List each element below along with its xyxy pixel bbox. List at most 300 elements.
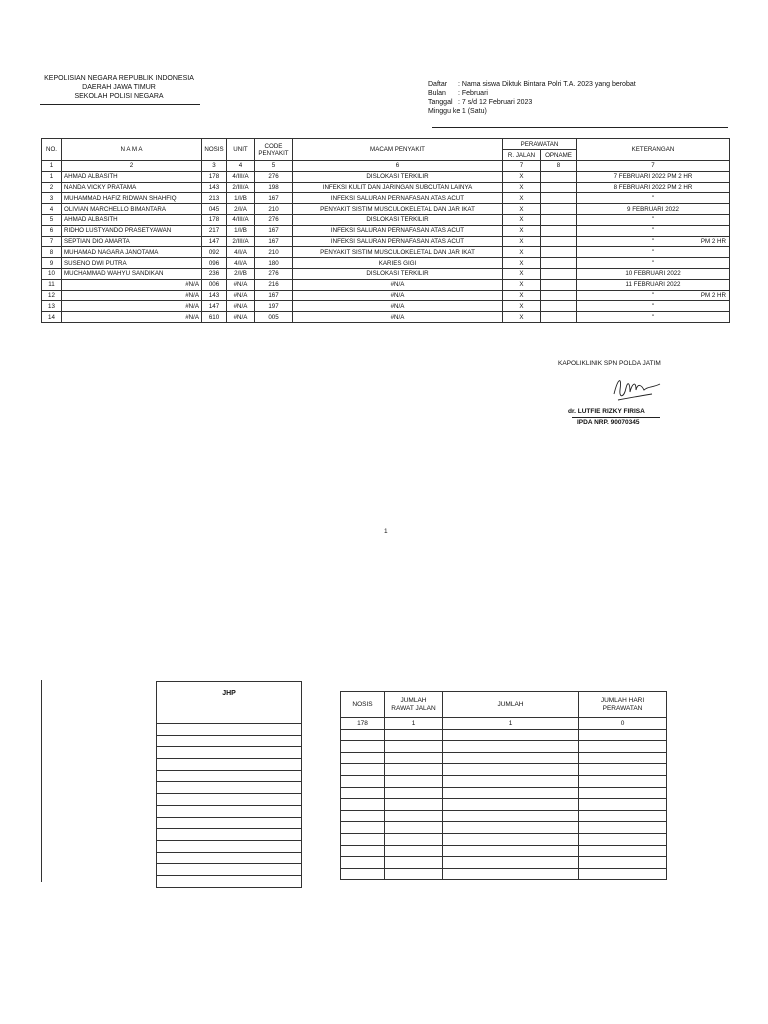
cell-code: 167 bbox=[255, 290, 293, 301]
summary-cell bbox=[385, 764, 443, 776]
summary-cell bbox=[443, 833, 579, 845]
index-cell: 7 bbox=[503, 161, 541, 172]
cell-nama: #N/A bbox=[62, 312, 202, 323]
cell-nama: SUSENO DWI PUTRA bbox=[62, 258, 202, 269]
summary-cell bbox=[579, 799, 667, 811]
summary-cell bbox=[341, 741, 385, 753]
summary-header-cell bbox=[341, 692, 385, 718]
cell-code: 198 bbox=[255, 182, 293, 193]
summary-cell bbox=[443, 845, 579, 857]
summary-cell bbox=[443, 810, 579, 822]
cell-unit: 2/I/A bbox=[227, 204, 255, 215]
summary-cell bbox=[341, 833, 385, 845]
keterangan-text: " bbox=[651, 248, 655, 256]
col-nama: N A M A bbox=[62, 139, 202, 161]
cell-no: 13 bbox=[42, 301, 62, 312]
summary-cell bbox=[385, 775, 443, 787]
keterangan-text: " bbox=[651, 313, 655, 321]
cell-ket bbox=[577, 225, 730, 236]
keterangan-text: 10 FEBRUARI 2022 bbox=[625, 270, 681, 278]
summary-cell bbox=[341, 799, 385, 811]
table-row bbox=[42, 182, 730, 193]
table-row bbox=[42, 193, 730, 204]
cell-nosis: 178 bbox=[202, 171, 227, 182]
cell-macam: #N/A bbox=[293, 312, 503, 323]
margin-line bbox=[41, 680, 42, 882]
summary-cell bbox=[385, 833, 443, 845]
info-underline bbox=[432, 127, 728, 128]
index-cell: 4 bbox=[227, 161, 255, 172]
jhp-row bbox=[157, 770, 302, 782]
cell-op bbox=[541, 279, 577, 290]
cell-code: 167 bbox=[255, 225, 293, 236]
table-row bbox=[42, 290, 730, 301]
jhp-cell bbox=[157, 805, 302, 817]
table-row bbox=[42, 258, 730, 269]
cell-no: 12 bbox=[42, 290, 62, 301]
summary-cell bbox=[385, 868, 443, 880]
summary-row bbox=[341, 718, 667, 730]
jhp-row bbox=[157, 759, 302, 771]
summary-header-line: JUMLAH bbox=[497, 700, 524, 708]
cell-rj: X bbox=[503, 214, 541, 225]
cell-nosis: 092 bbox=[202, 247, 227, 258]
summary-cell bbox=[385, 799, 443, 811]
jhp-row bbox=[157, 852, 302, 864]
summary-row bbox=[341, 857, 667, 869]
jhp-row bbox=[157, 735, 302, 747]
cell-macam: KARIES GIGI bbox=[293, 258, 503, 269]
cell-macam: INFEKSI SALURAN PERNAFASAN ATAS ACUT bbox=[293, 236, 503, 247]
cell-op bbox=[541, 247, 577, 258]
summary-cell bbox=[579, 764, 667, 776]
signer-name: dr. LUTFIE RIZKY FIRISA bbox=[568, 408, 645, 415]
info-value: : Februari bbox=[458, 90, 488, 97]
summary-header-cell bbox=[579, 692, 667, 718]
summary-row bbox=[341, 845, 667, 857]
cell-rj: X bbox=[503, 279, 541, 290]
cell-no: 11 bbox=[42, 279, 62, 290]
cell-ket bbox=[577, 290, 730, 301]
col-perawatan: PERAWATAN bbox=[503, 139, 577, 150]
cell-macam: DISLOKASI TERKILIR bbox=[293, 268, 503, 279]
cell-nosis: 178 bbox=[202, 214, 227, 225]
info-value: : 1 (Satu) bbox=[458, 108, 487, 115]
summary-cell: 0 bbox=[579, 718, 667, 730]
cell-nama: MUCHAMMAD WAHYU SANDIKAN bbox=[62, 268, 202, 279]
cell-nama: RIDHO LUSTYANDO PRASETYAWAN bbox=[62, 225, 202, 236]
jhp-cell bbox=[157, 864, 302, 876]
cell-no: 14 bbox=[42, 312, 62, 323]
summary-cell bbox=[443, 799, 579, 811]
org-line-2: DAERAH JAWA TIMUR bbox=[82, 84, 156, 91]
summary-cell bbox=[385, 741, 443, 753]
cell-code: 216 bbox=[255, 279, 293, 290]
patient-table bbox=[41, 138, 730, 323]
cell-macam: INFEKSI SALURAN PERNAFASAN ATAS ACUT bbox=[293, 225, 503, 236]
summary-cell bbox=[341, 845, 385, 857]
info-label: Daftar bbox=[428, 81, 448, 88]
cell-rj: X bbox=[503, 301, 541, 312]
jhp-row bbox=[157, 817, 302, 829]
keterangan-text: " bbox=[651, 291, 655, 299]
summary-cell bbox=[579, 810, 667, 822]
info-row bbox=[428, 80, 636, 89]
col-nosis: NOSIS bbox=[202, 139, 227, 161]
cell-unit: 2/III/A bbox=[227, 236, 255, 247]
cell-macam: DISLOKASI TERKILIR bbox=[293, 171, 503, 182]
summary-cell bbox=[341, 810, 385, 822]
index-cell: 5 bbox=[255, 161, 293, 172]
col-unit: UNIT bbox=[227, 139, 255, 161]
cell-macam: #N/A bbox=[293, 279, 503, 290]
cell-unit: 1/I/B bbox=[227, 225, 255, 236]
index-cell: 7 bbox=[577, 161, 730, 172]
cell-rj: X bbox=[503, 247, 541, 258]
keterangan-text: 8 FEBRUARI 2022 PM 2 HR bbox=[613, 183, 693, 191]
cell-rj: X bbox=[503, 225, 541, 236]
cell-ket bbox=[577, 171, 730, 182]
info-row bbox=[428, 89, 636, 98]
cell-rj: X bbox=[503, 182, 541, 193]
summary-cell bbox=[443, 752, 579, 764]
keterangan-text: " bbox=[651, 302, 655, 310]
page-number: 1 bbox=[384, 528, 388, 535]
cell-unit: 4/I/A bbox=[227, 258, 255, 269]
col-opname: OPNAME bbox=[541, 150, 577, 161]
keterangan-text: 9 FEBRUARI 2022 bbox=[627, 205, 679, 213]
summary-cell bbox=[579, 845, 667, 857]
cell-code: 210 bbox=[255, 247, 293, 258]
summary-cell bbox=[341, 775, 385, 787]
cell-code: 276 bbox=[255, 214, 293, 225]
summary-cell bbox=[579, 741, 667, 753]
summary-header-line: NOSIS bbox=[352, 700, 373, 708]
summary-cell bbox=[341, 787, 385, 799]
cell-unit: 4/I/A bbox=[227, 247, 255, 258]
jhp-cell bbox=[157, 875, 302, 887]
summary-cell bbox=[579, 787, 667, 799]
cell-ket bbox=[577, 236, 730, 247]
index-cell: 6 bbox=[293, 161, 503, 172]
summary-cell bbox=[443, 741, 579, 753]
summary-row bbox=[341, 868, 667, 880]
jhp-table bbox=[156, 681, 302, 888]
summary-cell bbox=[579, 857, 667, 869]
cell-unit: 2/I/B bbox=[227, 268, 255, 279]
table-row bbox=[42, 225, 730, 236]
jhp-title: JHP bbox=[157, 682, 302, 724]
jhp-row bbox=[157, 864, 302, 876]
cell-rj: X bbox=[503, 171, 541, 182]
summary-cell bbox=[341, 764, 385, 776]
cell-unit: #N/A bbox=[227, 290, 255, 301]
summary-row bbox=[341, 822, 667, 834]
cell-macam: PENYAKIT SISTIM MUSCULOKELETAL DAN JAR IKAT bbox=[293, 204, 503, 215]
table-row bbox=[42, 247, 730, 258]
col-macam: MACAM PENYAKIT bbox=[293, 139, 503, 161]
org-line-3: SEKOLAH POLISI NEGARA bbox=[74, 93, 164, 100]
cell-op bbox=[541, 214, 577, 225]
summary-row bbox=[341, 741, 667, 753]
index-cell: 1 bbox=[42, 161, 62, 172]
cell-nama: #N/A bbox=[62, 279, 202, 290]
summary-cell bbox=[443, 822, 579, 834]
index-row bbox=[42, 161, 730, 172]
cell-unit: 2/III/A bbox=[227, 182, 255, 193]
summary-cell bbox=[579, 729, 667, 741]
cell-no: 3 bbox=[42, 193, 62, 204]
col-keterangan: KETERANGAN bbox=[577, 139, 730, 161]
header-underline bbox=[40, 104, 200, 105]
cell-code: 276 bbox=[255, 268, 293, 279]
cell-no: 9 bbox=[42, 258, 62, 269]
jhp-cell bbox=[157, 794, 302, 806]
summary-cell: 178 bbox=[341, 718, 385, 730]
cell-op bbox=[541, 193, 577, 204]
cell-rj: X bbox=[503, 258, 541, 269]
cell-op bbox=[541, 182, 577, 193]
index-cell: 3 bbox=[202, 161, 227, 172]
cell-unit: 1/I/B bbox=[227, 193, 255, 204]
cell-op bbox=[541, 258, 577, 269]
summary-header-line: PERAWATAN bbox=[602, 704, 643, 712]
cell-ket bbox=[577, 301, 730, 312]
summary-row bbox=[341, 752, 667, 764]
summary-cell bbox=[385, 752, 443, 764]
cell-rj: X bbox=[503, 290, 541, 301]
cell-no: 8 bbox=[42, 247, 62, 258]
cell-nama: SEPTIAN DIO AMARTA bbox=[62, 236, 202, 247]
cell-op bbox=[541, 236, 577, 247]
keterangan-text: 11 FEBRUARI 2022 bbox=[625, 281, 681, 289]
info-row bbox=[428, 107, 636, 116]
summary-cell bbox=[385, 845, 443, 857]
summary-cell bbox=[579, 822, 667, 834]
info-row bbox=[428, 98, 636, 107]
cell-nosis: 217 bbox=[202, 225, 227, 236]
table-row bbox=[42, 214, 730, 225]
summary-cell: 1 bbox=[385, 718, 443, 730]
cell-nama: NANDA VICKY PRATAMA bbox=[62, 182, 202, 193]
cell-unit: 4/III/A bbox=[227, 171, 255, 182]
cell-nama: AHMAD ALBASITH bbox=[62, 214, 202, 225]
table-row bbox=[42, 268, 730, 279]
cell-nosis: 045 bbox=[202, 204, 227, 215]
keterangan-text: " bbox=[651, 259, 655, 267]
jhp-row bbox=[157, 782, 302, 794]
col-code bbox=[255, 139, 293, 161]
cell-no: 6 bbox=[42, 225, 62, 236]
cell-no: 4 bbox=[42, 204, 62, 215]
keterangan-text: " bbox=[651, 227, 655, 235]
jhp-cell bbox=[157, 770, 302, 782]
summary-row bbox=[341, 729, 667, 741]
cell-nama: AHMAD ALBASITH bbox=[62, 171, 202, 182]
jhp-row bbox=[157, 840, 302, 852]
col-no: NO. bbox=[42, 139, 62, 161]
cell-unit: #N/A bbox=[227, 279, 255, 290]
info-value: : Nama siswa Diktuk Bintara Polri T.A. 2023 yang berobat bbox=[458, 81, 636, 88]
jhp-row bbox=[157, 829, 302, 841]
summary-cell bbox=[443, 857, 579, 869]
cell-nosis: 147 bbox=[202, 236, 227, 247]
cell-macam: INFEKSI SALURAN PERNAFASAN ATAS ACUT bbox=[293, 193, 503, 204]
cell-op bbox=[541, 301, 577, 312]
jhp-row bbox=[157, 805, 302, 817]
table-row bbox=[42, 279, 730, 290]
table-row bbox=[42, 171, 730, 182]
summary-cell bbox=[579, 752, 667, 764]
cell-nama: #N/A bbox=[62, 290, 202, 301]
info-label: Tanggal bbox=[428, 99, 453, 106]
cell-nama: #N/A bbox=[62, 301, 202, 312]
cell-nosis: 213 bbox=[202, 193, 227, 204]
index-cell: 2 bbox=[62, 161, 202, 172]
cell-ket bbox=[577, 312, 730, 323]
summary-cell bbox=[443, 775, 579, 787]
jhp-cell bbox=[157, 817, 302, 829]
summary-cell bbox=[341, 822, 385, 834]
cell-code: 276 bbox=[255, 171, 293, 182]
summary-header-cell bbox=[385, 692, 443, 718]
cell-macam: DISLOKASI TERKILIR bbox=[293, 214, 503, 225]
keterangan-text: " bbox=[651, 194, 655, 202]
jhp-cell bbox=[157, 782, 302, 794]
summary-cell bbox=[443, 729, 579, 741]
cell-no: 1 bbox=[42, 171, 62, 182]
table-row bbox=[42, 236, 730, 247]
summary-cell bbox=[385, 822, 443, 834]
summary-cell bbox=[443, 787, 579, 799]
summary-cell bbox=[341, 752, 385, 764]
cell-macam: #N/A bbox=[293, 301, 503, 312]
cell-nosis: 143 bbox=[202, 182, 227, 193]
summary-row bbox=[341, 810, 667, 822]
cell-no: 2 bbox=[42, 182, 62, 193]
table-row bbox=[42, 301, 730, 312]
signer-rank: IPDA NRP. 90070345 bbox=[577, 419, 640, 426]
summary-cell bbox=[341, 857, 385, 869]
summary-header-line: JUMLAH HARI bbox=[600, 696, 645, 704]
summary-cell bbox=[385, 787, 443, 799]
summary-cell: 1 bbox=[443, 718, 579, 730]
cell-code: 167 bbox=[255, 193, 293, 204]
cell-rj: X bbox=[503, 268, 541, 279]
report-info bbox=[428, 80, 636, 116]
cell-macam: #N/A bbox=[293, 290, 503, 301]
keterangan-text: " bbox=[651, 237, 655, 245]
jhp-row bbox=[157, 724, 302, 736]
cell-ket bbox=[577, 214, 730, 225]
cell-rj: X bbox=[503, 193, 541, 204]
cell-ket bbox=[577, 258, 730, 269]
cell-nama: MUHAMAD NAGARA JANOTAMA bbox=[62, 247, 202, 258]
cell-nosis: 236 bbox=[202, 268, 227, 279]
jhp-row bbox=[157, 875, 302, 887]
info-value: : 7 s/d 12 Februari 2023 bbox=[458, 99, 533, 106]
cell-rj: X bbox=[503, 312, 541, 323]
summary-table bbox=[340, 691, 667, 880]
col-code-line1: CODE bbox=[264, 142, 283, 150]
cell-nama: OLIVIAN MARCHELLO BIMANTARA bbox=[62, 204, 202, 215]
jhp-cell bbox=[157, 759, 302, 771]
summary-cell bbox=[443, 764, 579, 776]
jhp-cell bbox=[157, 724, 302, 736]
jhp-cell bbox=[157, 735, 302, 747]
summary-cell bbox=[385, 857, 443, 869]
cell-rj: X bbox=[503, 236, 541, 247]
cell-code: 210 bbox=[255, 204, 293, 215]
jhp-cell bbox=[157, 840, 302, 852]
cell-macam: INFEKSI KULIT DAN JARINGAN SUBCUTAN LAINYA bbox=[293, 182, 503, 193]
cell-op bbox=[541, 268, 577, 279]
signature-title: KAPOLIKLINIK SPN POLDA JATIM bbox=[558, 360, 661, 367]
cell-nosis: 143 bbox=[202, 290, 227, 301]
cell-ket bbox=[577, 182, 730, 193]
cell-unit: 4/III/A bbox=[227, 214, 255, 225]
jhp-cell bbox=[157, 747, 302, 759]
cell-nosis: 096 bbox=[202, 258, 227, 269]
cell-ket bbox=[577, 279, 730, 290]
cell-nosis: 147 bbox=[202, 301, 227, 312]
keterangan-text: 7 FEBRUARI 2022 PM 2 HR bbox=[613, 173, 693, 181]
cell-ket bbox=[577, 268, 730, 279]
jhp-row bbox=[157, 794, 302, 806]
cell-op bbox=[541, 171, 577, 182]
index-cell: 8 bbox=[541, 161, 577, 172]
cell-rj: X bbox=[503, 204, 541, 215]
summary-cell bbox=[579, 775, 667, 787]
cell-op bbox=[541, 204, 577, 215]
summary-row bbox=[341, 775, 667, 787]
summary-cell bbox=[385, 810, 443, 822]
summary-cell bbox=[385, 729, 443, 741]
summary-header-line: JUMLAH bbox=[400, 696, 427, 704]
cell-code: 180 bbox=[255, 258, 293, 269]
cell-nama: MUHAMMAD HAFIZ RIDWAN SHAHFIQ bbox=[62, 193, 202, 204]
summary-cell bbox=[579, 868, 667, 880]
signer-underline bbox=[572, 417, 660, 418]
cell-code: 197 bbox=[255, 301, 293, 312]
cell-code: 167 bbox=[255, 236, 293, 247]
cell-op bbox=[541, 312, 577, 323]
summary-cell bbox=[579, 833, 667, 845]
summary-cell bbox=[443, 868, 579, 880]
signature-image bbox=[606, 372, 666, 406]
jhp-cell bbox=[157, 852, 302, 864]
cell-op bbox=[541, 290, 577, 301]
cell-unit: #N/A bbox=[227, 312, 255, 323]
cell-no: 10 bbox=[42, 268, 62, 279]
cell-unit: #N/A bbox=[227, 301, 255, 312]
org-header bbox=[36, 74, 202, 101]
cell-op bbox=[541, 225, 577, 236]
col-rjalan: R. JALAN bbox=[503, 150, 541, 161]
cell-no: 7 bbox=[42, 236, 62, 247]
info-label: Bulan bbox=[428, 90, 446, 97]
cell-ket bbox=[577, 247, 730, 258]
keterangan-side-note: PM 2 HR bbox=[700, 237, 726, 245]
cell-ket bbox=[577, 193, 730, 204]
summary-row bbox=[341, 764, 667, 776]
cell-nosis: 610 bbox=[202, 312, 227, 323]
summary-cell bbox=[341, 729, 385, 741]
org-line-1: KEPOLISIAN NEGARA REPUBLIK INDONESIA bbox=[44, 75, 194, 82]
summary-header-cell bbox=[443, 692, 579, 718]
keterangan-side-note: PM 2 HR bbox=[700, 291, 726, 299]
jhp-cell bbox=[157, 829, 302, 841]
